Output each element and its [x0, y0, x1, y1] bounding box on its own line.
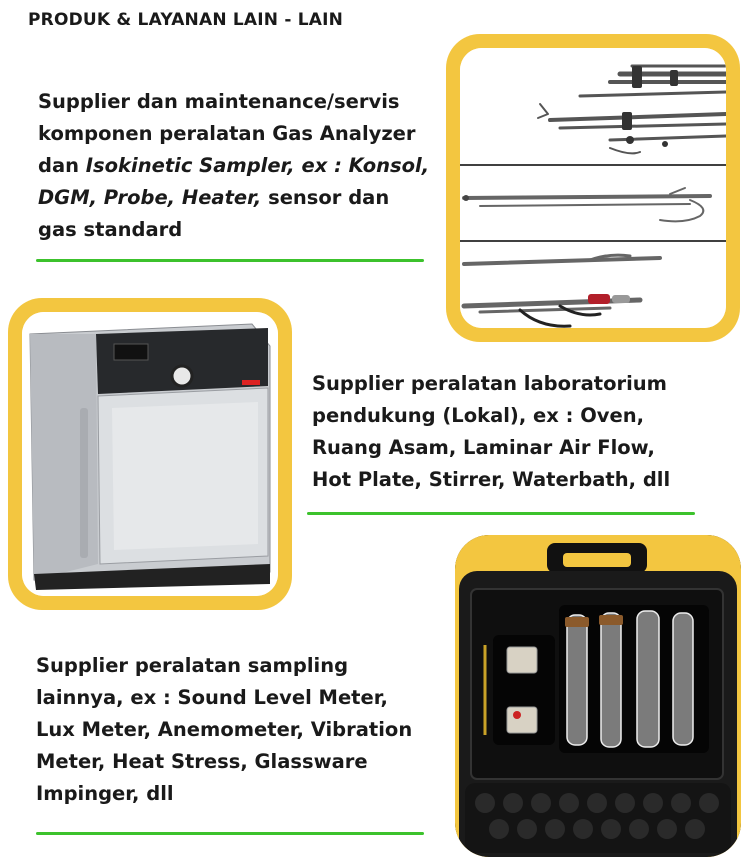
text: dan: [38, 154, 86, 177]
impinger-case-image: [455, 535, 741, 857]
text: Supplier peralatan sampling: [36, 654, 349, 677]
text: Meter, Heat Stress, Glassware: [36, 750, 368, 773]
description-line: [312, 400, 670, 432]
text: Impinger, dll: [36, 782, 174, 805]
divider-2: [307, 512, 695, 515]
text: komponen peralatan Gas Analyzer: [38, 122, 416, 145]
page-title: PRODUK & LAYANAN LAIN - LAIN: [28, 10, 344, 30]
divider-3: [36, 832, 424, 835]
description-line: [36, 746, 412, 778]
description-line: [36, 714, 412, 746]
description-line: [312, 432, 670, 464]
sampling-equipment-image-frame: [455, 535, 741, 857]
text: pendukung (Lokal), ex : Oven,: [312, 404, 645, 427]
italic-text: DGM, Probe, Heater,: [38, 186, 262, 209]
description-line: [312, 464, 670, 496]
description-line: [38, 182, 429, 214]
text: Supplier dan maintenance/servis: [38, 90, 400, 113]
text: Hot Plate, Stirrer, Waterbath, dll: [312, 468, 671, 491]
gas-analyzer-description: [38, 86, 429, 246]
description-line: [36, 650, 412, 682]
description-line: [36, 778, 412, 810]
description-line: [38, 214, 429, 246]
description-line: [312, 368, 670, 400]
text: Lux Meter, Anemometer, Vibration: [36, 718, 413, 741]
text: gas standard: [38, 218, 183, 241]
description-line: [36, 682, 412, 714]
description-line: [38, 150, 429, 182]
text: sensor dan: [261, 186, 390, 209]
description-line: [38, 118, 429, 150]
text: Supplier peralatan laboratorium: [312, 372, 667, 395]
lab-equipment-description: [312, 368, 670, 496]
description-line: [38, 86, 429, 118]
lab-equipment-image-frame: [8, 298, 292, 610]
divider-1: [36, 259, 424, 262]
laboratory-oven-image: [22, 312, 278, 596]
text: lainnya, ex : Sound Level Meter,: [36, 686, 388, 709]
sampling-probes-image: [460, 48, 726, 328]
text: Ruang Asam, Laminar Air Flow,: [312, 436, 655, 459]
sampling-equipment-description: [36, 650, 412, 810]
gas-analyzer-image-frame: [446, 34, 740, 342]
italic-text: Isokinetic Sampler, ex : Konsol,: [85, 154, 430, 177]
